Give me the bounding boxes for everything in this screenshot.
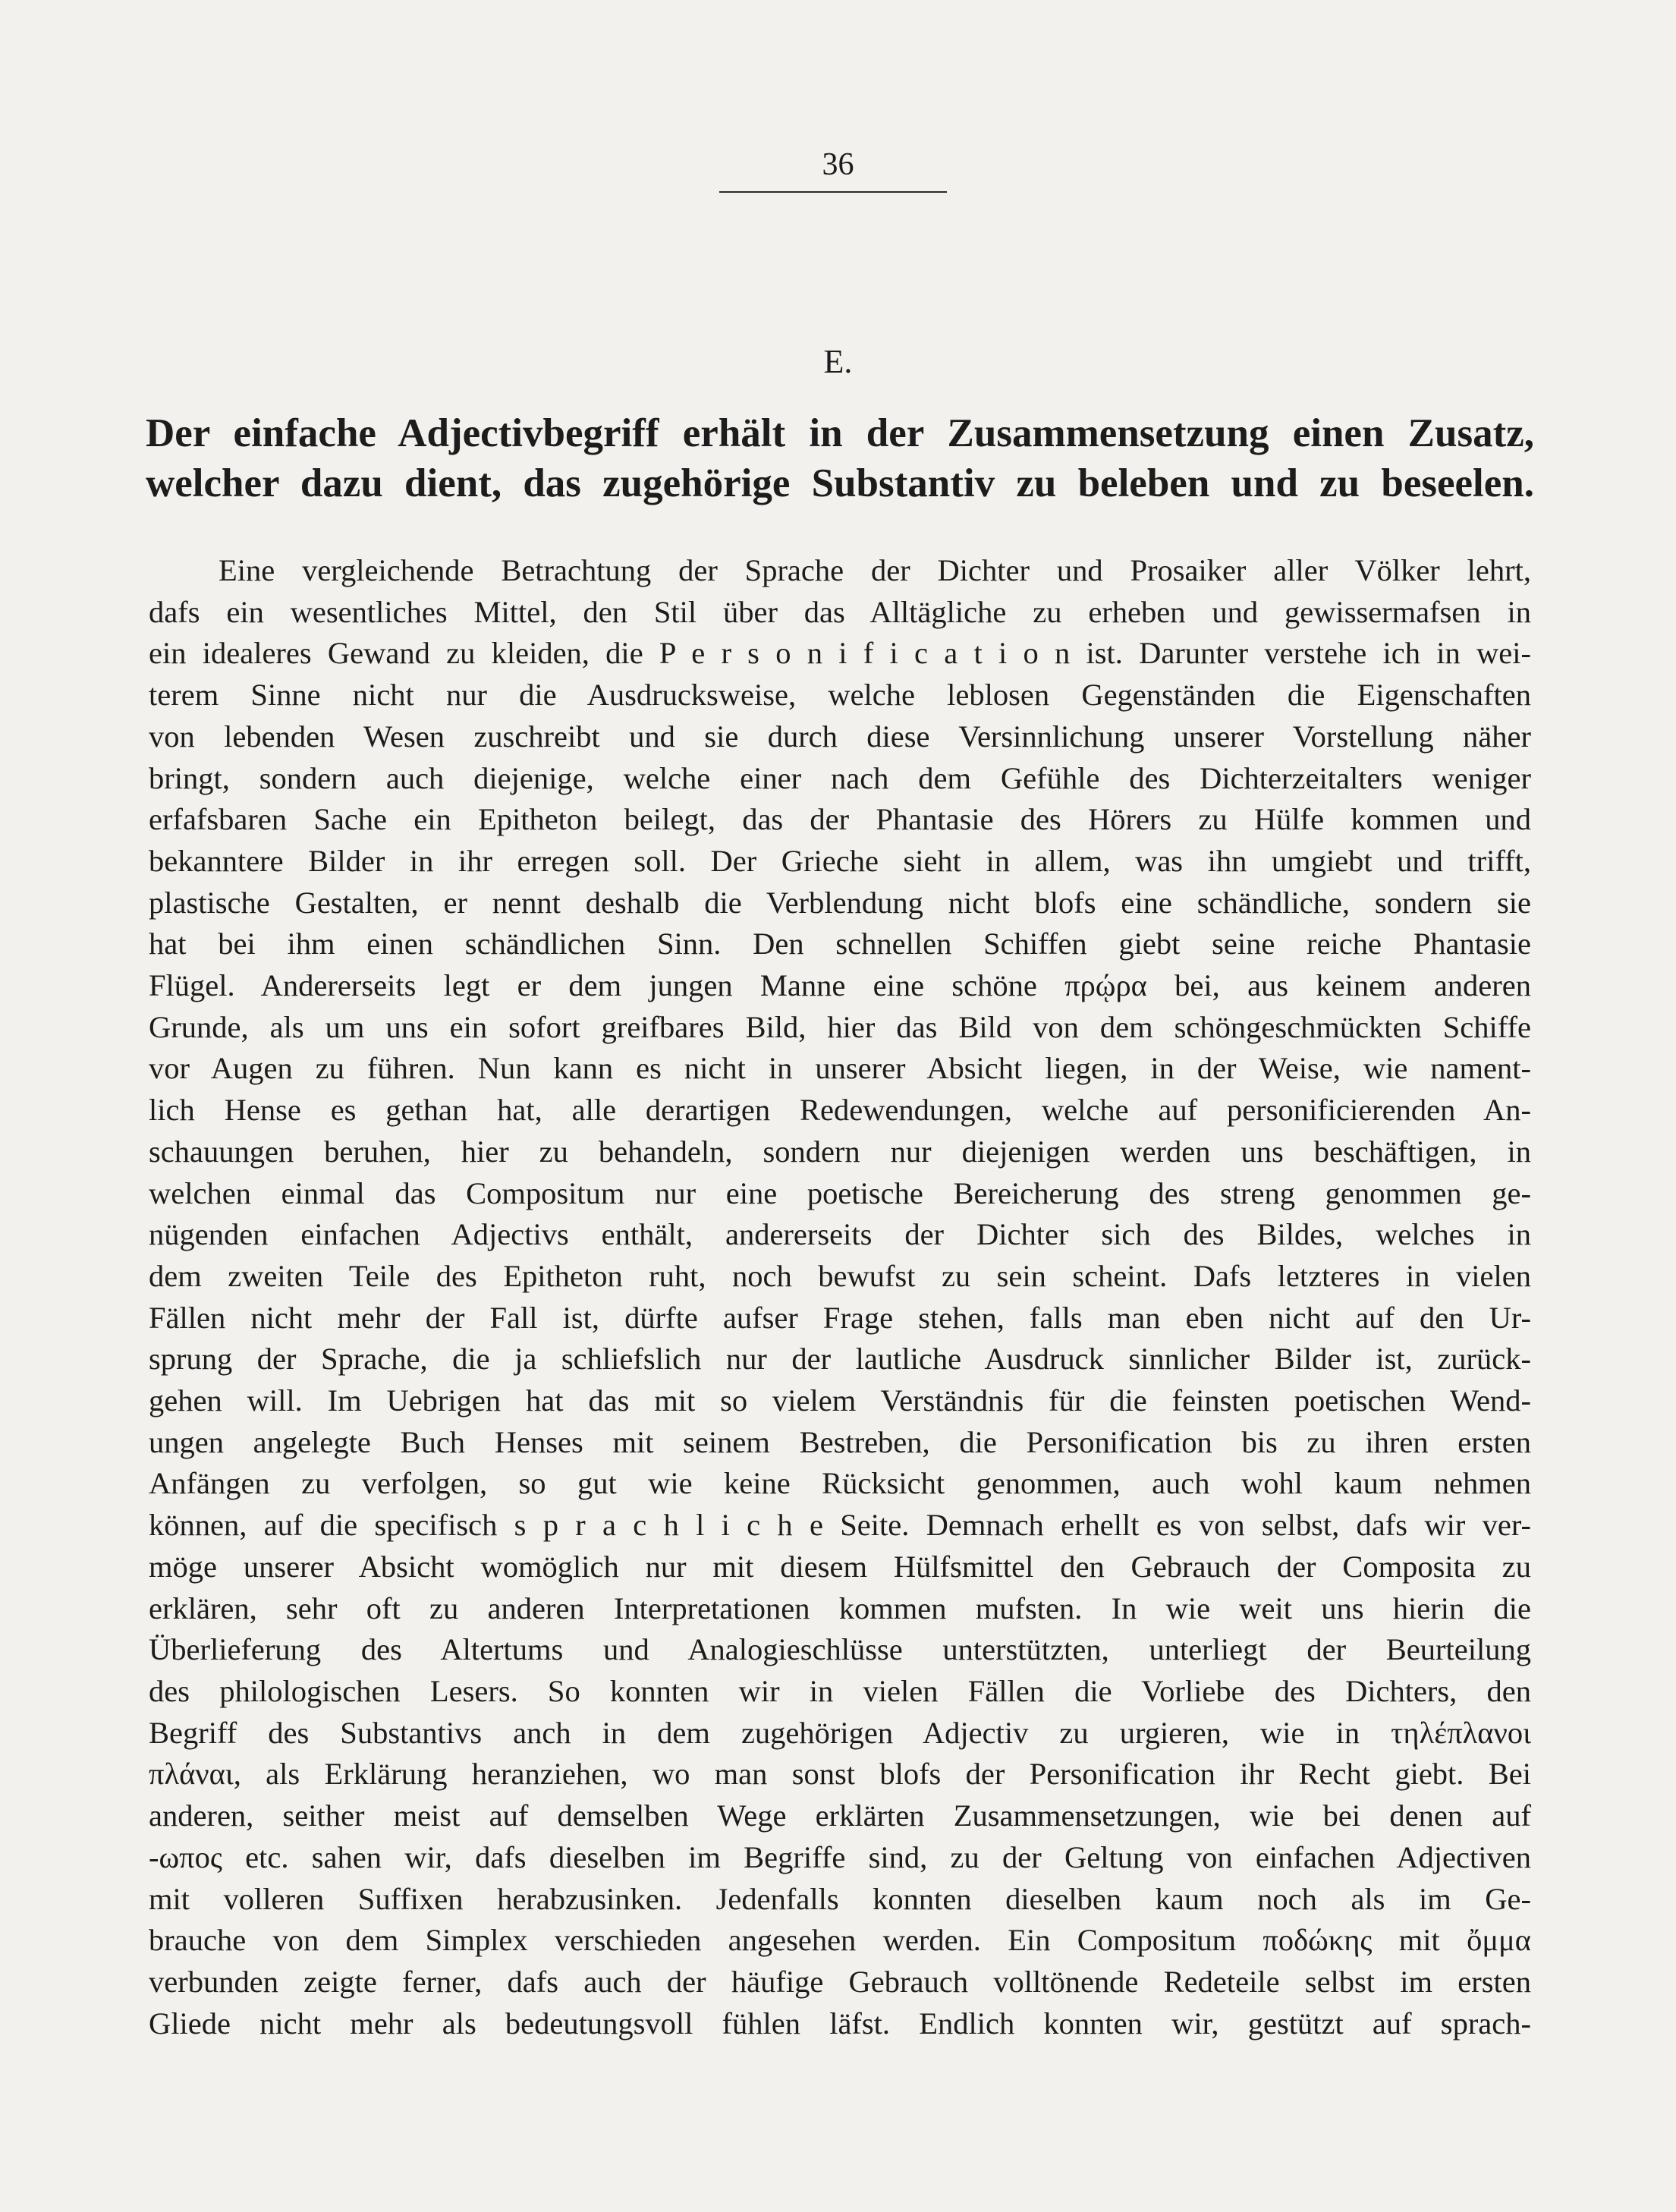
- body-line: Fällen nicht mehr der Fall ist, dürfte aufser Frage stehen, falls man eben nicht auf den Ur-: [149, 1300, 1531, 1335]
- body-line: Eine vergleichende Betrachtung der Sprache der Dichter und Prosaiker aller Völker lehrt,: [219, 553, 1531, 587]
- body-line: schauungen beruhen, hier zu behandeln, sondern nur diejenigen werden uns beschäftigen, in: [149, 1134, 1531, 1169]
- body-line: können, auf die specifisch s p r a c h l i c h e Seite. Demnach erhellt es von selbst, dafs wir ver-: [149, 1508, 1531, 1543]
- body-line: erklären, sehr oft zu anderen Interpretationen kommen mufsten. In wie weit uns hierin die: [149, 1591, 1531, 1625]
- body-line: Anfängen zu verfolgen, so gut wie keine Rücksicht genommen, auch wohl kaum nehmen: [149, 1466, 1531, 1501]
- page-number-rule: [719, 191, 947, 193]
- body-line: gehen will. Im Uebrigen hat das mit so vielem Verständnis für die feinsten poetischen Wend-: [149, 1383, 1531, 1418]
- body-paragraph: [149, 550, 1531, 2044]
- body-line: möge unserer Absicht womöglich nur mit diesem Hülfsmittel den Gebrauch der Composita zu: [149, 1549, 1531, 1584]
- body-line: Begriff des Substantivs anch in dem zugehörigen Adjectiv zu urgieren, wie in τηλέπλανοι: [149, 1715, 1531, 1750]
- body-line: dafs ein wesentliches Mittel, den Stil über das Alltägliche zu erheben und gewissermafsen in: [149, 594, 1531, 629]
- heading-line: welcher dazu dient, das zugehörige Substantiv zu beleben und zu beseelen.: [146, 461, 1534, 505]
- body-line: hat bei ihm einen schändlichen Sinn. Den schnellen Schiffen giebt seine reiche Phantasie: [149, 927, 1531, 961]
- body-line: Grunde, als um uns ein sofort greifbares Bild, hier das Bild von dem schöngeschmückten Schiffe: [149, 1009, 1531, 1044]
- section-letter: E.: [823, 343, 853, 380]
- body-line: nügenden einfachen Adjectivs enthält, andererseits der Dichter sich des Bildes, welches in: [149, 1217, 1531, 1252]
- body-line: erfafsbaren Sache ein Epitheton beilegt, das der Phantasie des Hörers zu Hülfe kommen und: [149, 802, 1531, 837]
- body-line: bekanntere Bilder in ihr erregen soll. Der Grieche sieht in allem, was ihn umgiebt und trifft,: [149, 843, 1531, 878]
- body-line: welchen einmal das Compositum nur eine poetische Bereicherung des streng genommen ge-: [149, 1175, 1531, 1210]
- body-line: πλάναι, als Erklärung heranziehen, wo man sonst blofs der Personification ihr Recht giebt. Bei: [149, 1757, 1531, 1792]
- body-line: des philologischen Lesers. So konnten wir in vielen Fällen die Vorliebe des Dichters, den: [149, 1673, 1531, 1708]
- body-line: ungen angelegte Buch Henses mit seinem Bestreben, die Personification bis zu ihren ersten: [149, 1424, 1531, 1459]
- heading-line: Der einfache Adjectivbegriff erhält in der Zusammensetzung einen Zusatz,: [146, 411, 1534, 455]
- body-line: Überlieferung des Altertums und Analogieschlüsse unterstützten, unterliegt der Beurteilung: [149, 1632, 1531, 1667]
- body-line: lich Hense es gethan hat, alle derartigen Redewendungen, welche auf personificierenden An-: [149, 1093, 1531, 1128]
- body-line: dem zweiten Teile des Epitheton ruht, noch bewufst zu sein scheint. Dafs letzteres in vielen: [149, 1258, 1531, 1293]
- page-number: 36: [822, 147, 854, 182]
- body-line: -ωπος etc. sahen wir, dafs dieselben im Begriffe sind, zu der Geltung von einfachen Adjectiven: [149, 1839, 1531, 1874]
- body-line: vor Augen zu führen. Nun kann es nicht in unserer Absicht liegen, in der Weise, wie nament-: [149, 1051, 1531, 1086]
- body-line: brauche von dem Simplex verschieden angesehen werden. Ein Compositum ποδώκης mit ὄμμα: [149, 1923, 1531, 1958]
- body-line: Flügel. Andererseits legt er dem jungen Manne eine schöne πρῴρα bei, aus keinem anderen: [149, 968, 1531, 1003]
- body-line: terem Sinne nicht nur die Ausdrucksweise, welche leblosen Gegenständen die Eigenschaften: [149, 678, 1531, 713]
- body-line: bringt, sondern auch diejenige, welche einer nach dem Gefühle des Dichterzeitalters weniger: [149, 760, 1531, 795]
- body-line: ein idealeres Gewand zu kleiden, die P e r s o n i f i c a t i o n ist. Darunter verstehe ich in wei-: [149, 636, 1531, 671]
- body-line: plastische Gestalten, er nennt deshalb die Verblendung nicht blofs eine schändliche, sondern sie: [149, 885, 1531, 920]
- body-line: Gliede nicht mehr als bedeutungsvoll fühlen läfst. Endlich konnten wir, gestützt auf sprach-: [149, 2006, 1531, 2041]
- body-line: von lebenden Wesen zuschreibt und sie durch diese Versinnlichung unserer Vorstellung näher: [149, 719, 1531, 754]
- body-line: verbunden zeigte ferner, dafs auch der häufige Gebrauch volltönende Redeteile selbst im ersten: [149, 1964, 1531, 1999]
- body-line: anderen, seither meist auf demselben Wege erklärten Zusammensetzungen, wie bei denen auf: [149, 1798, 1531, 1833]
- body-line: sprung der Sprache, die ja schliefslich nur der lautliche Ausdruck sinnlicher Bilder ist, zurück-: [149, 1342, 1531, 1377]
- body-line: mit volleren Suffixen herabzusinken. Jedenfalls konnten dieselben kaum noch als im Ge-: [149, 1881, 1531, 1916]
- section-heading: [146, 408, 1534, 508]
